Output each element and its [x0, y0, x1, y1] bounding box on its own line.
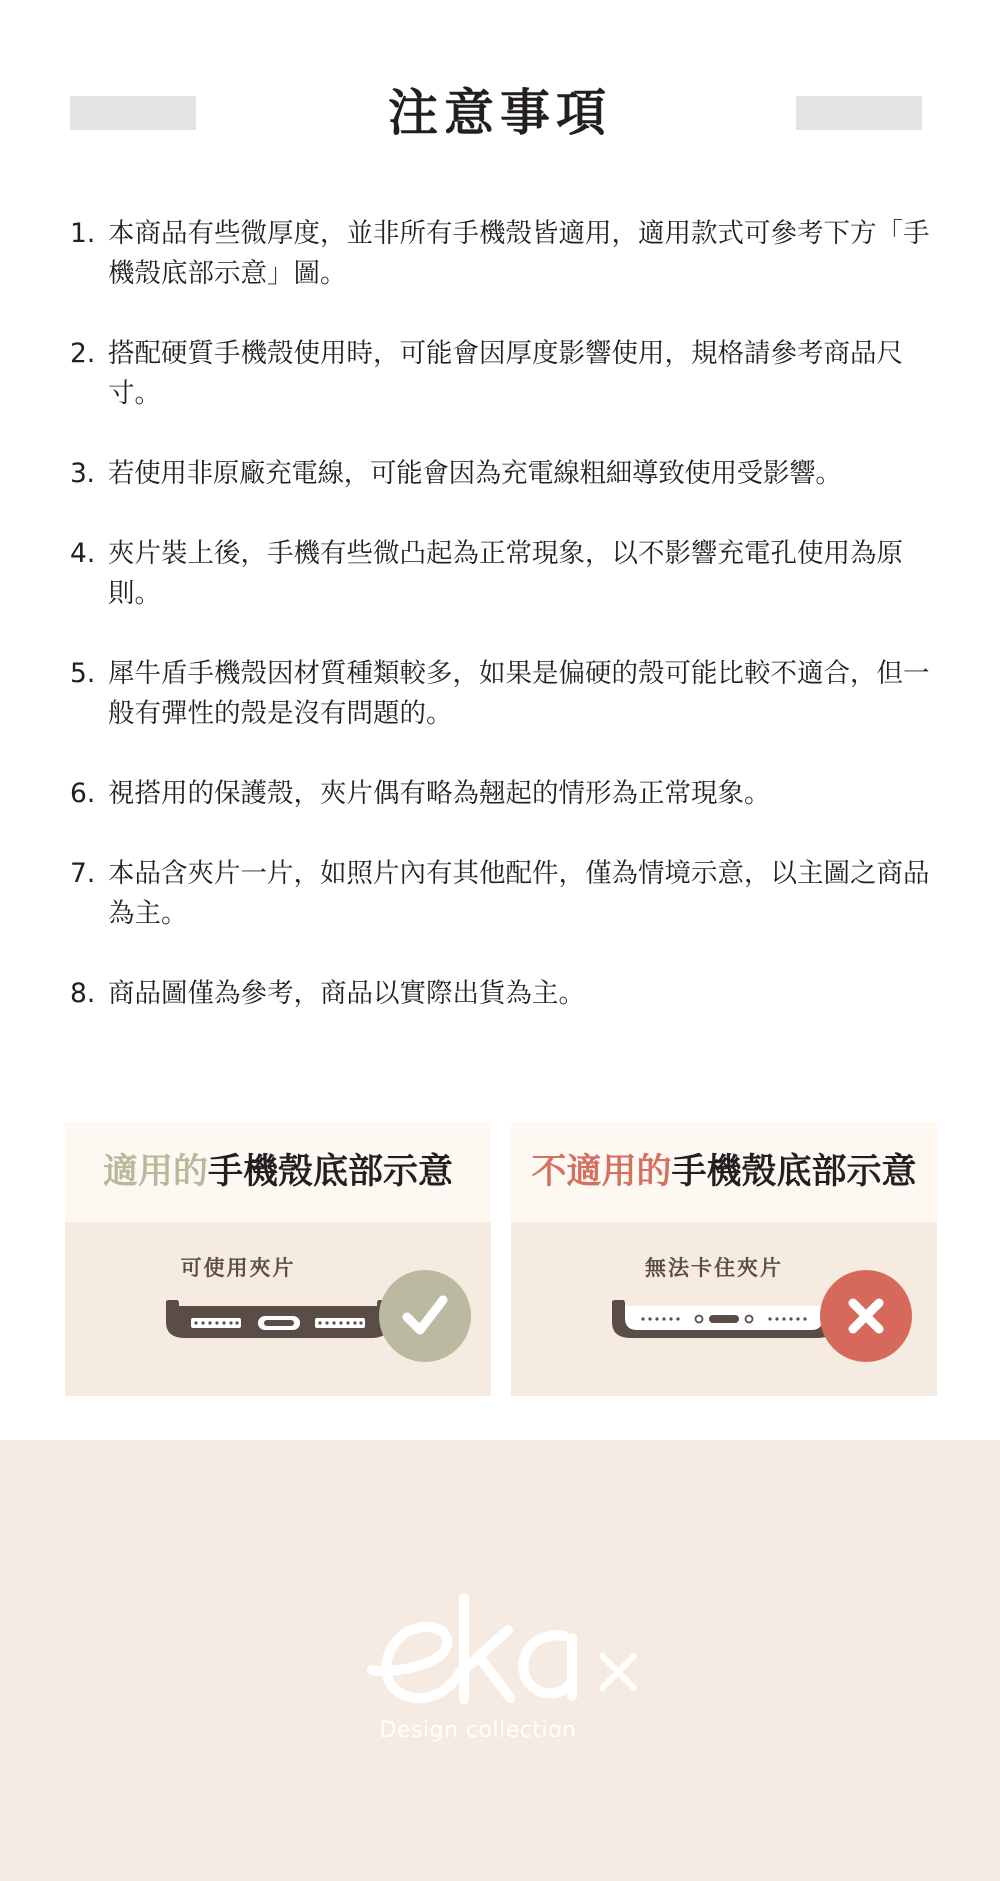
- heading-highlight: 不適用的: [531, 1152, 672, 1192]
- unsuitable-case-panel: [511, 1122, 937, 1396]
- suitable-caption: 可使用夾片: [180, 1256, 296, 1280]
- unsuitable-caption: 無法卡住夾片: [645, 1256, 783, 1280]
- note-number: 7.: [70, 858, 96, 889]
- phone-bottom-thin-case-icon: [163, 1300, 393, 1340]
- note-number: 8.: [70, 978, 96, 1009]
- note-number: 6.: [70, 778, 96, 809]
- note-item: [70, 974, 936, 1014]
- note-number: 1.: [70, 218, 96, 249]
- cross-icon: [820, 1270, 912, 1362]
- note-number: 3.: [70, 458, 95, 489]
- note-item: [70, 854, 936, 934]
- note-text: 夾片裝上後，手機有些微凸起為正常現象，以不影響充電孔使用為原則。: [108, 538, 903, 609]
- check-badge: [379, 1270, 471, 1362]
- note-text: 商品圖僅為參考，商品以實際出貨為主。: [108, 978, 585, 1009]
- note-item: [70, 654, 936, 734]
- heading-text: 手機殼底部示意: [208, 1152, 454, 1192]
- note-item: [70, 334, 936, 414]
- note-item: [70, 454, 936, 494]
- note-item: [70, 534, 936, 614]
- suitable-case-panel: [65, 1122, 491, 1396]
- note-text: 搭配硬質手機殼使用時，可能會因厚度影響使用，規格請參考商品尺寸。: [108, 338, 903, 409]
- title-decoration-right: [796, 96, 922, 130]
- title-bar: [0, 80, 1000, 146]
- footer-brand-area: [0, 1440, 1000, 1881]
- heading-highlight: 適用的: [102, 1152, 208, 1192]
- heading-text: 手機殼底部示意: [671, 1152, 917, 1192]
- note-text: 若使用非原廠充電線，可能會因為充電線粗細導致使用受影響。: [108, 458, 842, 489]
- notes-list: [70, 214, 936, 1014]
- check-icon: [379, 1270, 471, 1362]
- unsuitable-panel-heading: [511, 1122, 937, 1222]
- phone-bottom-thick-case-icon: [609, 1300, 839, 1340]
- note-number: 2.: [70, 338, 96, 369]
- eka-logo: [360, 1588, 650, 1738]
- logo-tagline: Design collection: [379, 1718, 577, 1743]
- note-number: 5.: [70, 658, 96, 689]
- note-text: 犀牛盾手機殼因材質種類較多，如果是偏硬的殼可能比較不適合，但一般有彈性的殼是沒有問題的。: [108, 658, 930, 729]
- page-title: 注意事項: [388, 84, 612, 142]
- suitable-panel-heading: [65, 1122, 491, 1222]
- note-item: [70, 774, 936, 814]
- note-text: 本商品有些微厚度，並非所有手機殼皆適用，適用款式可參考下方「手機殼底部示意」圖。: [108, 218, 930, 289]
- note-text: 本品含夾片一片，如照片內有其他配件，僅為情境示意，以主圖之商品為主。: [108, 858, 930, 929]
- note-item: [70, 214, 936, 294]
- cross-badge: [820, 1270, 912, 1362]
- note-number: 4.: [70, 538, 96, 569]
- note-text: 視搭用的保護殼，夾片偶有略為翹起的情形為正常現象。: [108, 778, 771, 809]
